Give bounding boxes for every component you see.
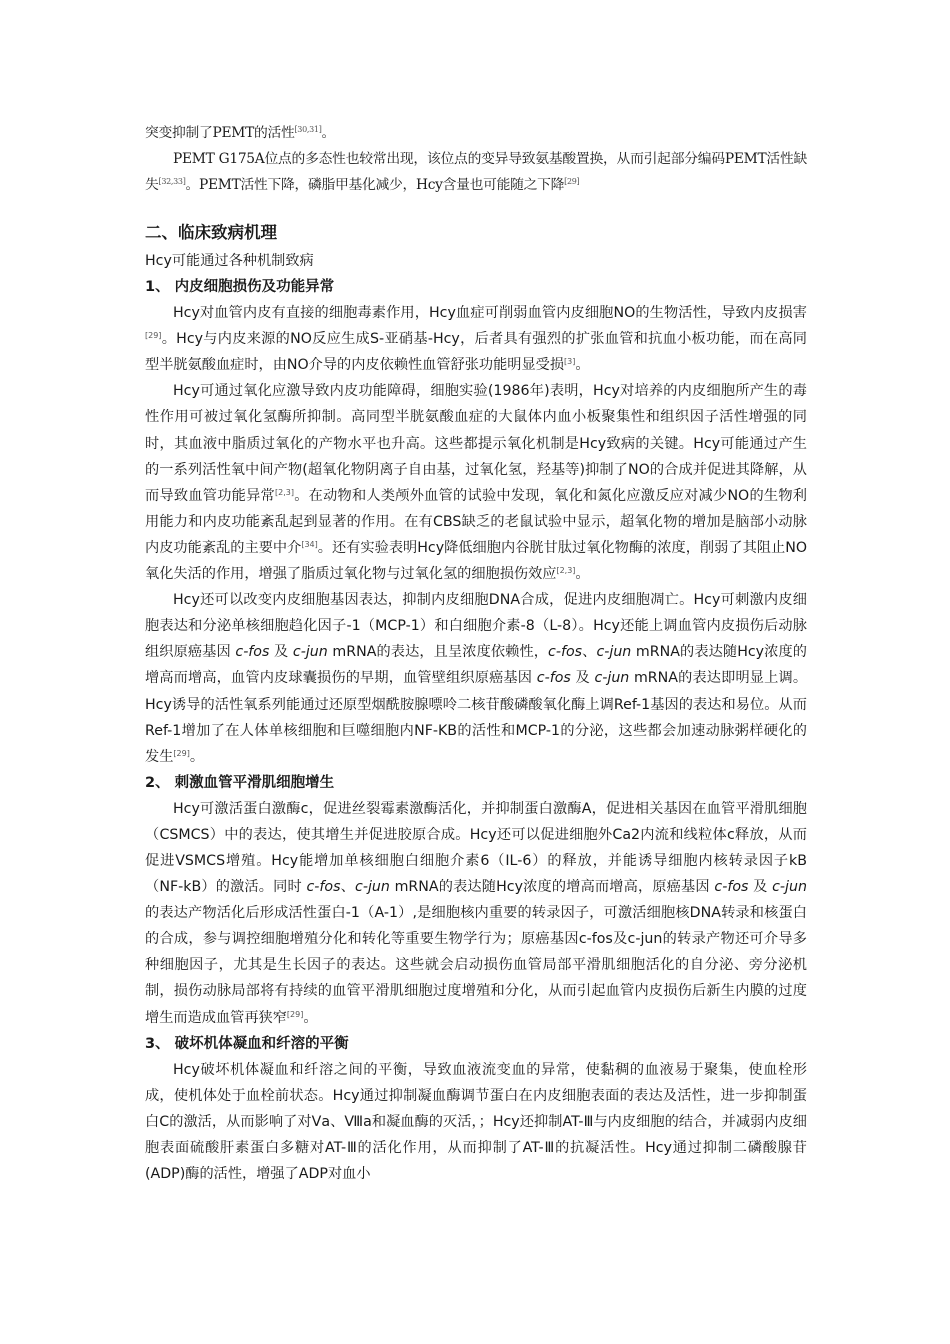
paragraph-2: Hcy可通过氧化应激导致内皮功能障碍，细胞实验(1986年)表明，Hcy对培养的内皮细胞所产生的毒性作用可被过氧化氢酶所抑制。高同型半胱氨酸血症的大鼠体内血小板聚集性和组织因子活性增强的同时，其血液中脂质过氧化的产物水平也升高。这些都提示氧化机制是Hcy致病的关键。Hcy可能通过产生的一系列活性氧中间产物(超氧化物阴离子自由基，过氧化氢，羟基等)抑制了NO的合成并促进其降解，从而导致血管功能异常[2,3]。在动物和人类颅外血管的试验中发现，氧化和氮化应激反应对减少NO的生物利用能力和内皮功能紊乱起到显著的作用。在有CBS缺乏的老鼠试验中显示，超氧化物的增加是脑部小动脉内皮功能紊乱的主要中介[34]。还有实验表明Hcy降低细胞内谷胱甘肽过氧化物酶的浓度，削弱了其阻止NO氧化失活的作用，增强了脂质过氧化物与过氧化氢的细胞损伤效应[2,3]。 bbox=[145, 383, 807, 583]
paragraph-4: Hcy可激活蛋白激酶c，促进丝裂霉素激酶活化，并抑制蛋白激酶A，促进相关基因在血管平滑肌细胞（CSMCS）中的表达，使其增生并促进胶原合成。Hcy还可以促进细胞外Ca2内流和线粒体c释放，从而促进VSMCS增殖。Hcy能增加单核细胞白细胞介素6（IL-6）的释放，并能诱导细胞内核转录因子kB（NF-kB）的激活。同时 c-fos、c-jun mRNA的表达随Hcy浓度的增高而增高，原癌基因 c-fos 及 c-jun 的表达产物活化后形成活性蛋白-1（A-1）,是细胞核内重要的转录因子，可激活细胞核DNA转录和核蛋白的合成，参与调控细胞增殖分化和转化等重要生物学行为；原癌基因c-fos及c-jun的转录产物还可介导多种细胞因子，尤其是生长因子的表达。这些就会启动损伤血管局部平滑肌细胞活化的自分泌、旁分泌机制，损伤动脉局部将有持续的血管平滑肌细胞过度增殖和分化，从而引起血管内皮损伤后新生内膜的过度增生而造成血管再狭窄[29]。 bbox=[145, 800, 807, 1026]
paragraph-1: Hcy对血管内皮有直接的细胞毒素作用，Hcy血症可削弱血管内皮细胞NO的生物活性，导致内皮损害[29]。Hcy与内皮来源的NO反应生成S-亚硝基-Hcy，后者具有强烈的扩张血管和抗血小板功能，而在高同型半胱氨酸血症时，由NO介导的内皮依赖性血管舒张功能明显受损[3]。 bbox=[145, 305, 807, 374]
gene-name: c-fos bbox=[536, 670, 571, 687]
document-page bbox=[145, 120, 807, 1187]
citation: [2,3] bbox=[274, 487, 294, 497]
gene-name: c-fos bbox=[306, 879, 341, 896]
section-intro: Hcy可能通过各种机制致病 bbox=[145, 253, 314, 269]
gene-name: c-jun bbox=[596, 644, 632, 661]
gene-name: c-fos bbox=[235, 644, 270, 661]
citation: [29] bbox=[173, 748, 190, 758]
citation: [29] bbox=[286, 1009, 304, 1019]
subsection-heading-3: 3、 破坏机体凝血和纤溶的平衡 bbox=[145, 1035, 349, 1052]
gene-name: c-jun bbox=[594, 670, 630, 687]
citation: [29] bbox=[145, 331, 162, 341]
paragraph-3: Hcy还可以改变内皮细胞基因表达，抑制内皮细胞DNA合成，促进内皮细胞凋亡。Hcy可刺激内皮细胞表达和分泌单核细胞趋化因子-1（MCP-1）和白细胞介素-8（L-8）。Hcy还能上调血管内皮损伤后动脉组织原癌基因 c-fos 及 c-jun mRNA的表达，且呈浓度依赖性，c-fos、c-jun mRNA的表达随Hcy浓度的增高而增高，血管内皮球囊损伤的早期，血管壁组织原癌基因 c-fos 及 c-jun mRNA的表达即明显上调。Hcy诱导的活性氧系列能通过还原型烟酰胺腺嘌呤二核苷酸磷酸氧化酶上调Ref-1基因的表达和易位。从而Ref-1增加了在人体单核细胞和巨噬细胞内NF-KB的活性和MCP-1的分泌，这些都会加速动脉粥样硬化的发生[29]。 bbox=[145, 592, 808, 765]
citation: [30,31] bbox=[294, 125, 322, 134]
citation: [34] bbox=[301, 539, 318, 549]
gene-name: c-fos bbox=[714, 879, 749, 896]
section-heading: 二、临床致病机理 bbox=[145, 223, 277, 242]
citation: [29] bbox=[564, 177, 580, 186]
paragraph-pemt-g175a: PEMT G175A位点的多态性也较常出现，该位点的变异导致氨基酸置换，从而引起部分编码PEMT活性缺失[32,33]。PEMT活性下降，磷脂甲基化减少，Hcy含量也可能随之下降[29] bbox=[145, 151, 807, 193]
gene-name: c-fos bbox=[548, 644, 583, 661]
gene-name: c-jun bbox=[355, 879, 390, 896]
paragraph-5: Hcy破坏机体凝血和纤溶之间的平衡，导致血液流变血的异常，使黏稠的血液易于聚集，使血栓形成，使机体处于血栓前状态。Hcy通过抑制凝血酶调节蛋白在内皮细胞表面的表达及活性，进一步抑制蛋白C的激活，从而影响了对Ⅴa、Ⅷa和凝血酶的灭活，；Hcy还抑制AT-Ⅲ与内皮细胞的结合，并减弱内皮细胞表面硫酸肝素蛋白多糖对AT-Ⅲ的活化作用，从而抑制了AT-Ⅲ的抗凝活性。Hcy通过抑制二磷酸腺苷(ADP)酶的活性，增强了ADP对血小 bbox=[145, 1061, 807, 1182]
citation: [32,33] bbox=[158, 177, 186, 186]
paragraph-continuation: 突变抑制了PEMT的活性[30,31]。 bbox=[145, 125, 336, 141]
subsection-heading-1: 1、 内皮细胞损伤及功能异常 bbox=[145, 279, 335, 296]
gene-name: c-jun bbox=[292, 644, 328, 661]
citation: [3] bbox=[564, 357, 576, 367]
citation: [2,3] bbox=[556, 566, 576, 576]
subsection-heading-2: 2、 刺激血管平滑肌细胞增生 bbox=[145, 774, 335, 791]
gene-name: c-jun bbox=[772, 879, 807, 896]
